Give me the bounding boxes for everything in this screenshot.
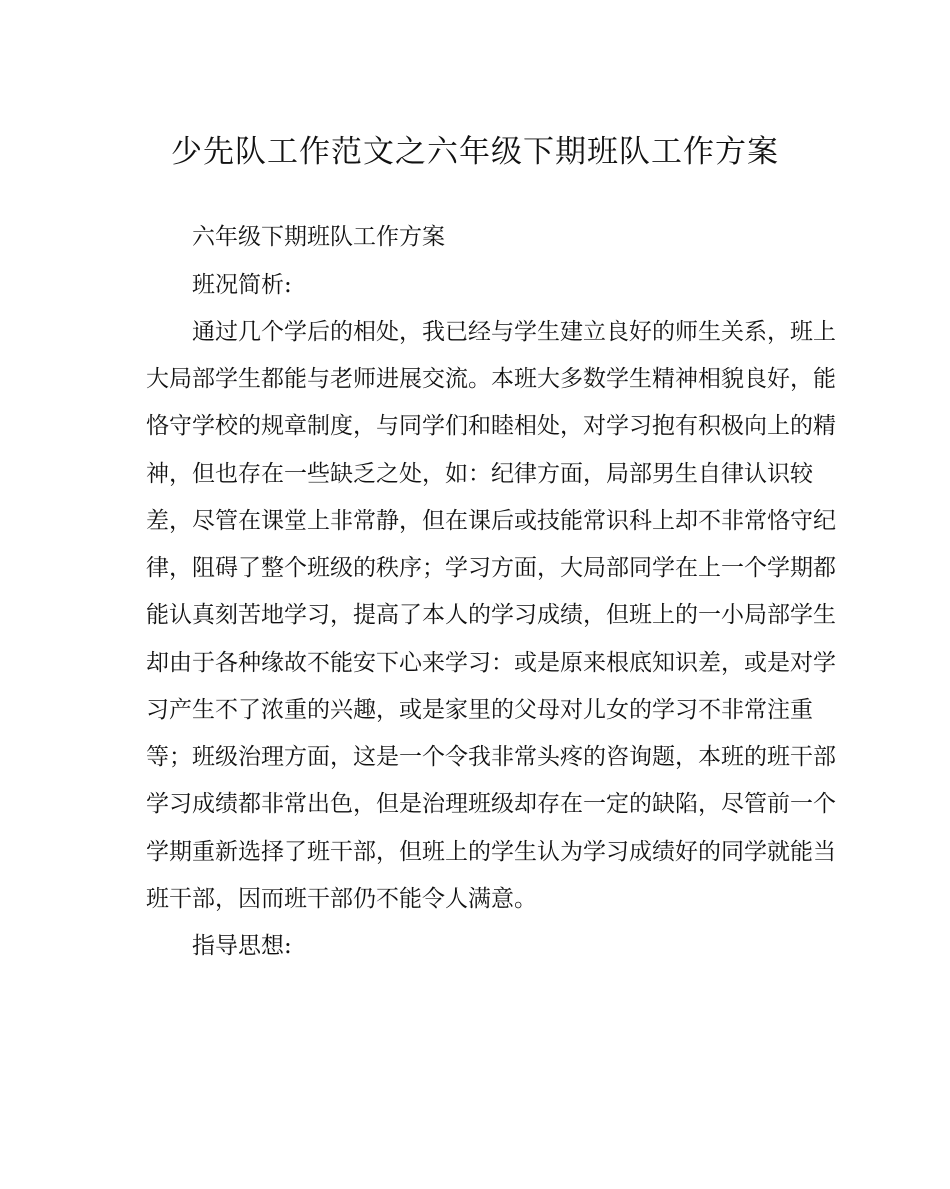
paragraph-line: 通过几个学后的相处，我已经与学生建立良好的师生关系，班上: [192, 319, 836, 345]
paragraph-line: 学习成绩都非常出色，但是治理班级却存在一定的缺陷，尽管前一个: [146, 791, 836, 817]
paragraph-line: 等；班级治理方面，这是一个令我非常头疼的咨询题，本班的班干部: [146, 744, 836, 770]
paragraph-line: 律，阻碍了整个班级的秩序；学习方面，大局部同学在上一个学期都: [146, 555, 836, 581]
paragraph-line: 习产生不了浓重的兴趣，或是家里的父母对儿女的学习不非常注重: [146, 697, 813, 723]
paragraph-line: 神，但也存在一些缺乏之处，如：纪律方面，局部男生自律认识较: [146, 461, 813, 487]
paragraph-line: 差，尽管在课堂上非常静，但在课后或技能常识科上却不非常恪守纪: [146, 508, 836, 534]
paragraph-line: 恪守学校的规章制度，与同学们和睦相处，对学习抱有积极向上的精: [146, 413, 836, 439]
paragraph-line: 却由于各种缘故不能安下心来学习：或是原来根底知识差，或是对学: [146, 650, 836, 676]
paragraph-line: 大局部学生都能与老师进展交流。本班大多数学生精神相貌良好，能: [146, 366, 836, 392]
section-heading-guiding-thought: 指导思想:: [192, 933, 292, 959]
document-subtitle: 六年级下期班队工作方案: [192, 224, 445, 250]
paragraph-line: 班干部，因而班干部仍不能令人满意。: [146, 886, 537, 912]
section-heading-situation: 班况简析:: [192, 272, 292, 298]
paragraph-line: 能认真刻苦地学习，提高了本人的学习成绩，但班上的一小局部学生: [146, 602, 836, 628]
paragraph-line: 学期重新选择了班干部，但班上的学生认为学习成绩好的同学就能当: [146, 839, 836, 865]
document-title: 少先队工作范文之六年级下期班队工作方案: [171, 134, 779, 170]
